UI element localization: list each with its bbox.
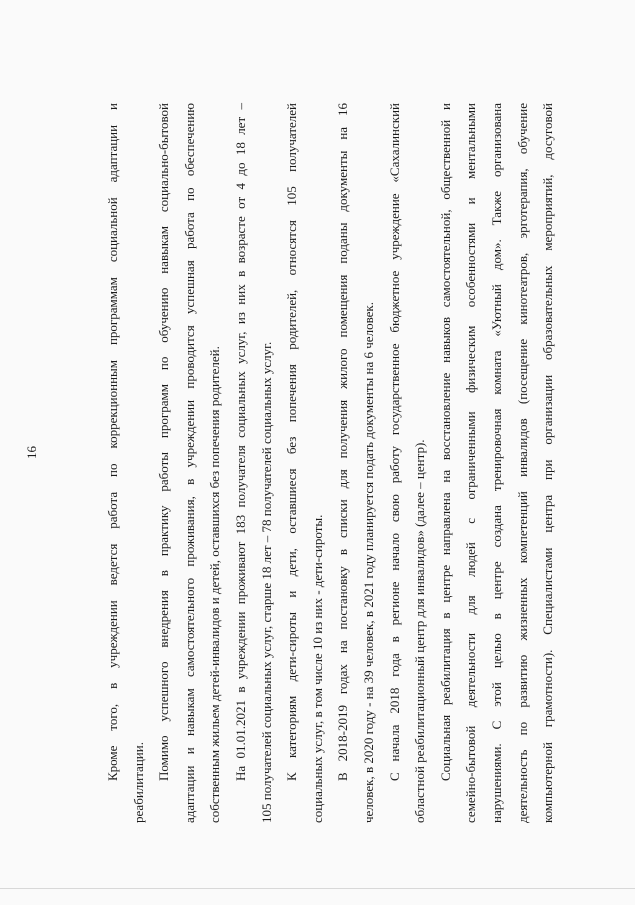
text-line: адаптации и навыкам самостоятельного проживания, в учреждении проводится успешная работа по обеспечению [181, 103, 197, 823]
text-line: В 2018-2019 годах на постановку в списки для получения жилого помещения поданы документы на 16 [335, 103, 351, 781]
text-line: социальных услуг, в том числе 10 из них - дети-сироты. [309, 514, 325, 823]
text-line: собственным жильем детей-инвалидов и детей, оставшихся без попечения родителей. [207, 346, 223, 823]
text-line: Кроме того, в учреждении ведется работа по коррекционным программам социальной адаптации и [105, 103, 120, 781]
text-line: Социальная реабилитация в центре направлена на восстановление навыков самостоятельной, общественной и [437, 103, 453, 781]
text-line: На 01.01.2021 в учреждении проживают 183 получателя социальных услуг, из них в возрасте от 4 до 18 лет – [232, 103, 248, 781]
text-line: семейно-бытовой деятельности для людей с ограниченными физическим особенностями и ментальными [463, 103, 479, 823]
text-line: реабилитации. [130, 742, 146, 823]
text-line: 105 получателей социальных услуг, старше 18 лет – 78 получателей социальных услуг. [258, 341, 274, 823]
text-line: С начала 2018 года в регионе начало свою работу государственное бюджетное учреждение «Сахалинский [386, 103, 402, 781]
body-text [100, 103, 561, 823]
text-line: нарушениями. С этой целью в центре создана тренировочная комната «Уютный дом». Также организована [488, 103, 504, 823]
text-line: компьютерной грамотности). Специалистами центра при организации образовательных мероприятий, досуговой [540, 103, 556, 823]
text-line: К категориям дети-сироты и дети, оставшиеся без попечения родителей, относятся 105 получателей [284, 103, 300, 781]
text-line: деятельность по развитию жизненных компетенций инвалидов (посещение кинотеатров, эрготерапия, обучение [514, 103, 530, 823]
text-line: областной реабилитационный центр для инвалидов» (далее – центр). [412, 439, 428, 823]
text-line: Помимо успешного внедрения в практику работы программ по обучению навыкам социально-бытовой [156, 103, 172, 781]
text-line: человек, в 2020 году - на 39 человек, в 2021 году планируется подать документы на 6 человек. [360, 302, 376, 823]
page-number: 16 [24, 446, 39, 459]
